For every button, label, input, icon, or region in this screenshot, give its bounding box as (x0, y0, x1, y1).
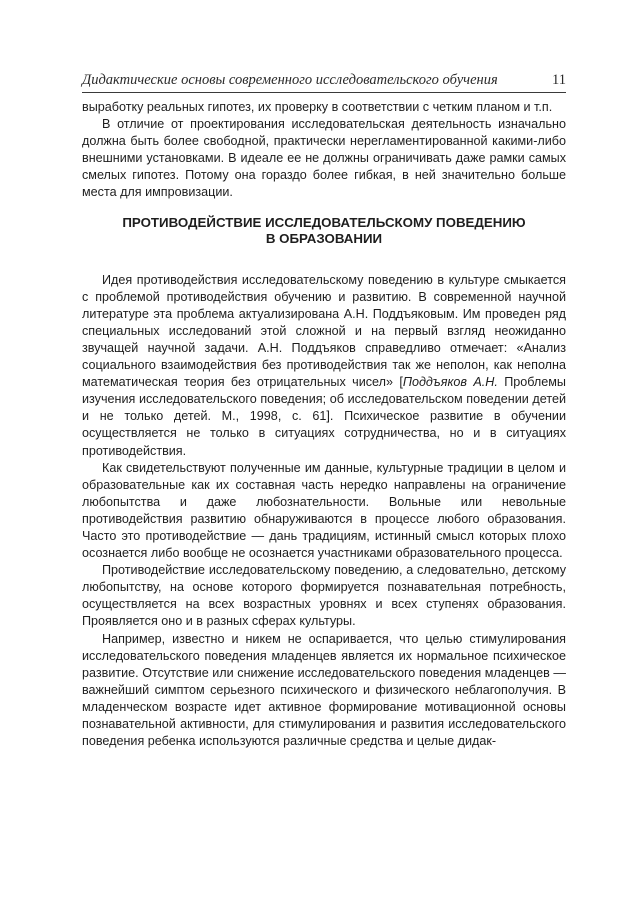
section-heading (82, 215, 566, 247)
citation-author: Поддъяков А.Н. (402, 375, 498, 390)
citation-text-after: Проблемы изучения исследовательского поведения; об исследовательском поведении детей и не только детей. М., 1998, с. 61]. Психическое развитие в обучении осуществляется не только в ситуациях сотрудничества, но и в ситуациях противодействия. (82, 375, 566, 458)
paragraph: В отличие от проектирования исследовательская деятельность изначально должна быть более свободной, практически нерегламентированной какими-либо внешними установками. В идеале ее не должны ограничивать даже рамки самых смелых гипотез. Потому она гораздо более гибкая, в ней значительно больше места для импровизации. (82, 117, 566, 200)
page-number: 11 (552, 72, 566, 88)
page-body (82, 99, 566, 750)
running-title: Дидактические основы современного исследовательского обучения (82, 72, 498, 88)
section-heading-line: В ОБРАЗОВАНИИ (265, 230, 383, 246)
paragraph: выработку реальных гипотез, их проверку в соответствии с четким планом и т.п. (82, 100, 553, 114)
paragraph: Например, известно и никем не оспаривается, что целью стимулирования исследовательского поведения младенцев является их нормальное психическое развитие. Отсутствие или снижение исследовательского поведения младенцев — важнейший симптом серьезного психического и физического неблагополучия. В младенческом возрасте идет активное формирование мотивационной основы познавательной активности, для стимулирования и развития исследовательского поведения ребенка используются различные средства и целые дидак- (82, 631, 566, 749)
running-header (82, 72, 566, 93)
citation-text-before: Идея противодействия исследовательскому поведению в культуре смыкается с проблемой противодействия обучению и развитию. В современной научной литературе эта проблема актуализирована А.Н. Поддъяковым. Им проведен ряд специальных исследований этой сложной и на первый взгляд неожиданно звучащей научной задачи. А.Н. Поддъяков справедливо отмечает: «Анализ социального взаимодействия без противодействия так же неполон, как неполна математическая теория без отрицательных чисел» [ (82, 272, 566, 390)
paragraph-with-citation (82, 272, 566, 460)
section-heading-line: ПРОТИВОДЕЙСТВИЕ ИССЛЕДОВАТЕЛЬСКОМУ ПОВЕДЕНИЮ (122, 214, 526, 230)
paragraph: Как свидетельствуют полученные им данные, культурные традиции в целом и образовательные как их составная часть нередко направлены на ограничение любопытства и даже любознательности. Вольные или невольные противодействия развитию обнаруживаются в процессе любого образования. Часто это противодействие — дань традициям, истинный смысл которых плохо осознается либо вообще не осознается участниками образовательного процесса. (82, 460, 566, 561)
paragraph: Противодействие исследовательскому поведению, а следовательно, детскому любопытству, на основе которого формируется познавательная потребность, осуществляется на всех возрастных уровнях и всех ступенях образования. Проявляется оно и в разных сферах культуры. (82, 563, 566, 629)
